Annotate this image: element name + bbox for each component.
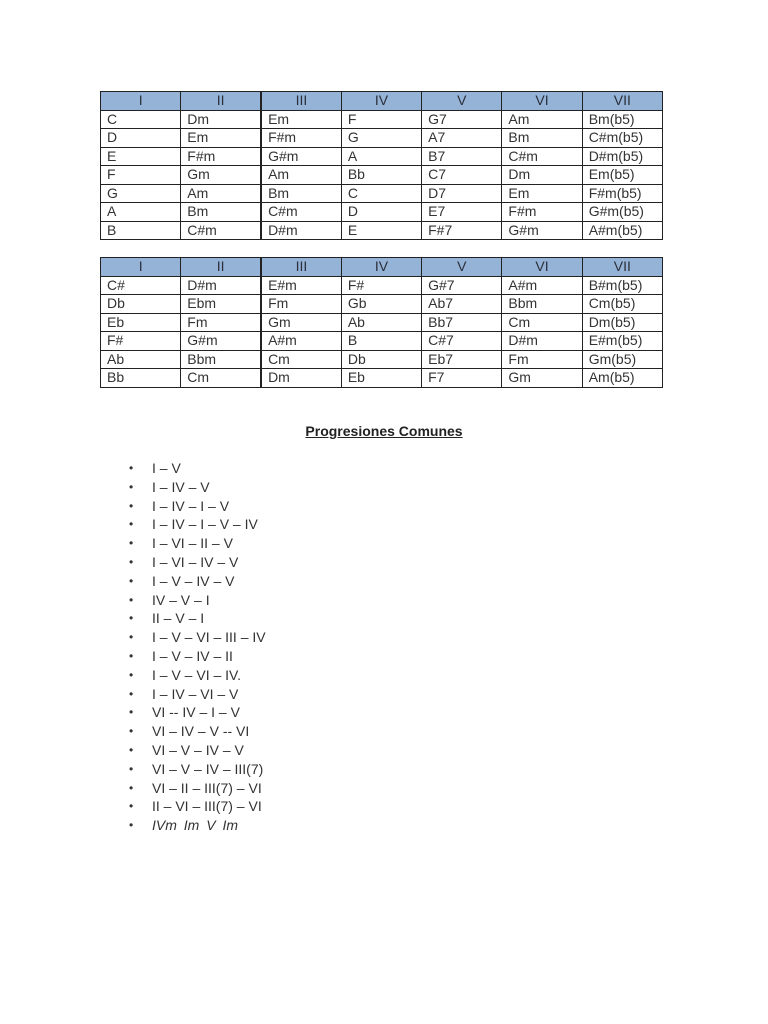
chord-cell: Fm	[502, 350, 582, 369]
chord-cell: F#	[341, 276, 421, 295]
table-row	[101, 166, 663, 185]
list-item	[128, 816, 266, 835]
bullet-icon: •	[129, 479, 134, 494]
list-item	[128, 515, 266, 534]
table-row	[101, 350, 663, 369]
chord-cell: Am	[261, 166, 341, 185]
chord-cell: E#m(b5)	[582, 332, 662, 351]
chord-cell: D#m	[261, 221, 341, 240]
bullet-icon: •	[129, 686, 134, 701]
bullet-icon: •	[129, 630, 134, 645]
chord-cell: A	[341, 147, 421, 166]
chord-cell: F#m	[261, 129, 341, 148]
degree-header: IV	[341, 258, 421, 277]
chord-cell: Dm	[502, 166, 582, 185]
chord-cell: F	[341, 110, 421, 129]
chord-cell: Ebm	[181, 295, 261, 314]
chord-cell: B7	[422, 147, 502, 166]
chord-cell: C7	[422, 166, 502, 185]
list-item	[128, 685, 266, 704]
chord-cell: C#m(b5)	[582, 129, 662, 148]
bullet-icon: •	[129, 592, 134, 607]
chord-cell: G#m(b5)	[582, 203, 662, 222]
chord-table-naturals	[100, 91, 663, 240]
list-item-text: II – V – I	[152, 610, 205, 627]
chord-cell: F#m	[502, 203, 582, 222]
chord-cell: F#m(b5)	[582, 184, 662, 203]
bullet-icon: •	[129, 818, 134, 833]
degree-header: VI	[502, 92, 582, 111]
chord-cell: C#m	[181, 221, 261, 240]
chord-cell: D7	[422, 184, 502, 203]
section-title	[0, 423, 768, 439]
degree-header: VI	[502, 258, 582, 277]
chord-cell: Dm(b5)	[582, 313, 662, 332]
chord-cell: D#m(b5)	[582, 147, 662, 166]
chord-cell: Bm	[181, 203, 261, 222]
chord-cell: Gb	[341, 295, 421, 314]
list-item-text: IVm Im V Im	[152, 817, 238, 834]
chord-cell: Db	[341, 350, 421, 369]
chord-cell: Gm(b5)	[582, 350, 662, 369]
degree-header: II	[181, 258, 261, 277]
chord-cell: Bm	[502, 129, 582, 148]
list-item	[128, 478, 266, 497]
degree-header: V	[422, 258, 502, 277]
list-item-text: I – V – VI – III – IV	[152, 629, 266, 646]
degree-header: VII	[582, 92, 662, 111]
chord-cell: G#m	[261, 147, 341, 166]
list-item	[128, 497, 266, 516]
chord-cell: F#	[101, 332, 181, 351]
chord-cell: G	[101, 184, 181, 203]
chord-cell: Gm	[181, 166, 261, 185]
chord-cell: Eb7	[422, 350, 502, 369]
table-row	[101, 276, 663, 295]
list-item-text: VI – V – IV – V	[152, 741, 244, 758]
chord-cell: Cm	[502, 313, 582, 332]
chord-cell: A	[101, 203, 181, 222]
table-header-row	[101, 92, 663, 111]
chord-cell: Bb	[101, 369, 181, 388]
list-item	[128, 703, 266, 722]
degree-header: I	[101, 258, 181, 277]
chord-cell: D#m	[181, 276, 261, 295]
chord-cell: Em	[502, 184, 582, 203]
chord-cell: G#7	[422, 276, 502, 295]
chord-cell: C#	[101, 276, 181, 295]
bullet-icon: •	[129, 573, 134, 588]
section-title-text: Progresiones Comunes	[305, 423, 463, 439]
table-row	[101, 147, 663, 166]
table-row	[101, 110, 663, 129]
bullet-icon: •	[129, 536, 134, 551]
chord-cell: Db	[101, 295, 181, 314]
list-item-text: VI -- IV – I – V	[152, 704, 240, 721]
chord-cell: C#7	[422, 332, 502, 351]
list-item	[128, 628, 266, 647]
chord-cell: Ab	[341, 313, 421, 332]
list-item	[128, 534, 266, 553]
chord-cell: C#m	[261, 203, 341, 222]
chord-cell: Em	[181, 129, 261, 148]
list-item	[128, 741, 266, 760]
chord-cell: Bbm	[181, 350, 261, 369]
table-row	[101, 313, 663, 332]
table-row	[101, 203, 663, 222]
chord-cell: A#m(b5)	[582, 221, 662, 240]
chord-cell: Am	[502, 110, 582, 129]
chord-cell: Bm(b5)	[582, 110, 662, 129]
progressions-list	[128, 459, 266, 835]
chord-cell: Eb	[101, 313, 181, 332]
chord-cell: Bm	[261, 184, 341, 203]
bullet-icon: •	[129, 705, 134, 720]
chord-cell: B	[341, 332, 421, 351]
chord-cell: A#m	[502, 276, 582, 295]
chord-cell: Em	[261, 110, 341, 129]
chord-cell: A7	[422, 129, 502, 148]
table-row	[101, 295, 663, 314]
list-item-text: I – V – IV – II	[152, 647, 233, 664]
list-item-text: II – VI – III(7) – VI	[152, 798, 262, 815]
list-item-text: I – IV – I – V – IV	[152, 516, 258, 533]
list-item	[128, 647, 266, 666]
chord-cell: Bbm	[502, 295, 582, 314]
bullet-icon: •	[129, 554, 134, 569]
chord-cell: E#m	[261, 276, 341, 295]
table-row	[101, 369, 663, 388]
list-item-text: I – IV – VI – V	[152, 685, 239, 702]
chord-cell: G#m	[502, 221, 582, 240]
list-item-text: I – V – VI – IV.	[152, 666, 241, 683]
chord-cell: Fm	[261, 295, 341, 314]
list-item	[128, 609, 266, 628]
list-item-text: VI – V – IV – III(7)	[152, 760, 264, 777]
chord-cell: F#7	[422, 221, 502, 240]
table-row	[101, 332, 663, 351]
chord-cell: G	[341, 129, 421, 148]
list-item	[128, 459, 266, 478]
list-item-text: VI – II – III(7) – VI	[152, 779, 262, 796]
list-item-text: I – IV – I – V	[152, 497, 230, 514]
list-item-text: I – VI – IV – V	[152, 553, 239, 570]
chord-cell: Em(b5)	[582, 166, 662, 185]
chord-cell: G7	[422, 110, 502, 129]
chord-cell: G#m	[181, 332, 261, 351]
chord-cell: Am(b5)	[582, 369, 662, 388]
chord-table-accidentals	[100, 257, 663, 388]
bullet-icon: •	[129, 498, 134, 513]
chord-cell: Dm	[261, 369, 341, 388]
list-item	[128, 797, 266, 816]
chord-cell: Ab	[101, 350, 181, 369]
chord-cell: Cm(b5)	[582, 295, 662, 314]
chord-cell: F	[101, 166, 181, 185]
chord-cell: D#m	[502, 332, 582, 351]
list-item-text: I – IV – V	[152, 478, 210, 495]
table-row	[101, 184, 663, 203]
chord-cell: E	[101, 147, 181, 166]
bullet-icon: •	[129, 667, 134, 682]
bullet-icon: •	[129, 517, 134, 532]
degree-header: VII	[582, 258, 662, 277]
chord-cell: E	[341, 221, 421, 240]
table-header-row	[101, 258, 663, 277]
chord-cell: A#m	[261, 332, 341, 351]
degree-header: III	[261, 258, 341, 277]
list-item-text: I – VI – II – V	[152, 535, 233, 552]
list-item	[128, 572, 266, 591]
chord-cell: Bb7	[422, 313, 502, 332]
bullet-icon: •	[129, 611, 134, 626]
list-item	[128, 666, 266, 685]
chord-cell: B	[101, 221, 181, 240]
degree-header: III	[261, 92, 341, 111]
bullet-icon: •	[129, 761, 134, 776]
chord-cell: Cm	[181, 369, 261, 388]
chord-cell: Gm	[502, 369, 582, 388]
bullet-icon: •	[129, 724, 134, 739]
degree-header: II	[181, 92, 261, 111]
chord-cell: Bb	[341, 166, 421, 185]
bullet-icon: •	[129, 780, 134, 795]
list-item	[128, 722, 266, 741]
list-item-text: VI – IV – V -- VI	[152, 723, 250, 740]
chord-cell: Cm	[261, 350, 341, 369]
bullet-icon: •	[129, 799, 134, 814]
chord-cell: Ab7	[422, 295, 502, 314]
chord-cell: F#m	[181, 147, 261, 166]
chord-cell: Eb	[341, 369, 421, 388]
list-item	[128, 553, 266, 572]
bullet-icon: •	[129, 648, 134, 663]
chord-cell: C#m	[502, 147, 582, 166]
list-item-text: IV – V – I	[152, 591, 210, 608]
chord-cell: Fm	[181, 313, 261, 332]
chord-cell: Dm	[181, 110, 261, 129]
table-row	[101, 129, 663, 148]
chord-cell: D	[341, 203, 421, 222]
list-item	[128, 760, 266, 779]
chord-cell: B#m(b5)	[582, 276, 662, 295]
bullet-icon: •	[129, 742, 134, 757]
chord-cell: D	[101, 129, 181, 148]
chord-cell: Am	[181, 184, 261, 203]
degree-header: V	[422, 92, 502, 111]
chord-cell: Gm	[261, 313, 341, 332]
chord-cell: E7	[422, 203, 502, 222]
chord-cell: F7	[422, 369, 502, 388]
chord-cell: C	[341, 184, 421, 203]
bullet-icon: •	[129, 461, 134, 475]
degree-header: I	[101, 92, 181, 111]
degree-header: IV	[341, 92, 421, 111]
list-item	[128, 591, 266, 610]
list-item	[128, 779, 266, 798]
list-item-text: I – V	[152, 460, 181, 476]
list-item-text: I – V – IV – V	[152, 572, 235, 589]
table-row	[101, 221, 663, 240]
chord-cell: C	[101, 110, 181, 129]
